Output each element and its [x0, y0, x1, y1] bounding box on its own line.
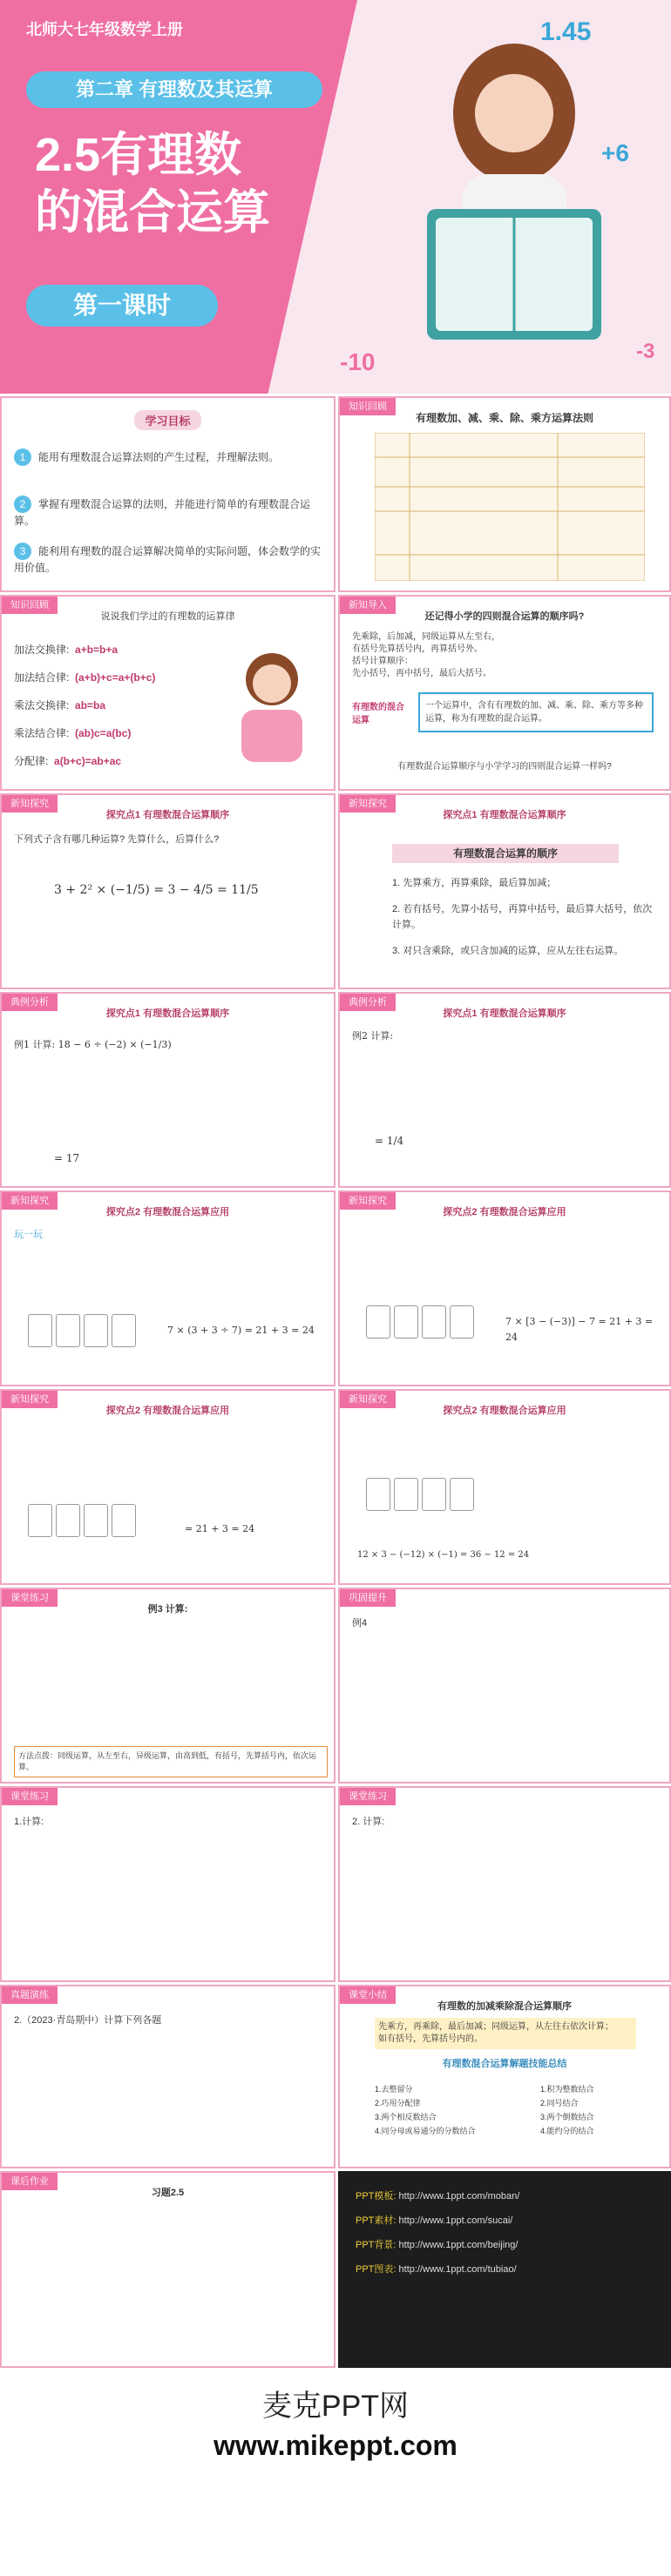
slide-review-laws — [0, 595, 336, 791]
game-result: = 21 + 3 = 24 — [185, 1523, 255, 1534]
slide-title: 探究点1 有理数混合运算顺序 — [443, 810, 566, 820]
cover-slide — [0, 0, 671, 394]
slide-homework — [0, 2171, 336, 2368]
practice-title: 2. 计算: — [352, 1817, 385, 1827]
law-row: 乘法结合律: (ab)c=a(bc) — [14, 727, 132, 739]
example-problem: 例2 计算: — [352, 1030, 394, 1042]
slide-intro — [338, 595, 671, 791]
slide-tag: 新知导入 — [340, 597, 396, 614]
session-badge: 第一课时 — [26, 285, 218, 327]
slide-practice5 — [0, 1985, 336, 2168]
resource-link[interactable]: PPT背景: http://www.1ppt.com/beijing/ — [356, 2240, 518, 2250]
footer-site-url[interactable]: www.mikeppt.com — [214, 2430, 458, 2461]
concept-box: 一个运算中，含有有理数的加、减、乘、除、乘方等多种运算，称为有理数的混合运算。 — [418, 692, 654, 732]
slide-title: 探究点1 有理数混合运算顺序 — [443, 1008, 566, 1019]
girl-reading-illustration — [410, 35, 619, 383]
slide-explore1-rules — [338, 793, 671, 989]
practice-title: 2.（2023·青岛期中）计算下列各题 — [14, 2015, 162, 2026]
slide-tag: 新知探究 — [340, 795, 396, 813]
slide-title: 探究点2 有理数混合运算应用 — [105, 1406, 230, 1416]
slide-summary — [338, 1985, 671, 2168]
slide-title: 说说我们学过的有理数的运算律 — [100, 611, 235, 622]
explore-prompt: 下列式子含有哪几种运算? 先算什么，后算什么? — [14, 834, 220, 845]
playing-cards — [366, 1478, 478, 1515]
game-result: 7 × [3 − (−3)] − 7 = 21 + 3 = 24 — [505, 1316, 654, 1343]
deco-number: 1.45 — [540, 17, 592, 46]
law-title: 有理数混合运算解题技能总结 — [442, 2059, 567, 2069]
rules-table — [375, 433, 645, 581]
rule-item: 1. 先算乘方，再算乘除，最后算加减； — [392, 878, 557, 888]
summary-right-list: 1.积为整数结合 2.同号结合 3.两个倒数结合 4.能约分的结合 — [540, 2085, 594, 2135]
lesson-title-line1: 2.5有理数 — [35, 129, 242, 181]
goal-item: 3 能利用有理数的混合运算解决简单的实际问题，体会数学的实用价值。 — [14, 543, 322, 576]
publisher-label: 北师大七年级数学上册 — [26, 21, 183, 38]
deco-number: -10 — [340, 348, 376, 375]
law-row: 加法结合律: (a+b)+c=a+(b+c) — [14, 671, 156, 684]
slide-title: 有理数加、减、乘、除、乘方运算法则 — [415, 412, 593, 424]
example-problem: 例1 计算: 18 − 6 ÷ (−2) × (−1/3) — [14, 1039, 172, 1050]
slide-tag: 典例分析 — [2, 994, 58, 1011]
example-answer: = 1/4 — [375, 1135, 404, 1147]
slide-example1 — [0, 992, 336, 1188]
rule-item: 3. 对只含乘除，或只含加减的运算，应从左往右运算。 — [392, 946, 624, 956]
links-panel — [338, 2171, 671, 2368]
concept-label: 有理数的混合运算 — [352, 703, 404, 725]
playing-cards — [28, 1504, 139, 1541]
law-row: 乘法交换律: ab=ba — [14, 699, 106, 711]
slide-tag: 新知探究 — [2, 1192, 58, 1210]
slide-title: 还记得小学的四则混合运算的顺序吗? — [424, 611, 585, 622]
slide-goals — [0, 396, 336, 592]
slide-title: 习题2.5 — [151, 2188, 185, 2198]
game-result: 12 × 3 − (−12) × (−1) = 36 − 12 = 24 — [357, 1550, 530, 1560]
slide-example1b — [338, 992, 671, 1188]
slide-tag: 巩固提升 — [340, 1589, 396, 1607]
slide-practice2 — [338, 1588, 671, 1784]
intro-question: 有理数混合运算顺序与小学学习的四则混合运算一样吗? — [397, 762, 612, 772]
goal-item: 1 能用有理数混合运算法则的产生过程，并理解法则。 — [14, 448, 322, 466]
slide-title: 有理数的加减乘除混合运算顺序 — [437, 2001, 572, 2012]
slide-tag: 真题演练 — [2, 1986, 58, 2004]
summary-left-list: 1.去整留分 2.巧用分配律 3.两个相反数结合 4.同分母或易通分的分数结合 — [375, 2085, 476, 2135]
deco-number: -3 — [636, 340, 655, 363]
example-answer: = 17 — [54, 1152, 80, 1164]
resource-link[interactable]: PPT素材: http://www.1ppt.com/sucai/ — [356, 2215, 513, 2226]
slide-title: 探究点1 有理数混合运算顺序 — [105, 1008, 230, 1019]
slide-tag: 新知探究 — [340, 1192, 396, 1210]
rule-item: 2. 若有括号，先算小括号，再算中括号，最后算大括号，依次计算。 — [392, 904, 653, 930]
lesson-title — [35, 126, 270, 241]
slide-review-rules — [338, 396, 671, 592]
slide-tag: 新知探究 — [340, 1391, 396, 1408]
law-row: 加法交换律: a+b=b+a — [14, 644, 119, 656]
slide-tag: 典例分析 — [340, 994, 396, 1011]
slide-tag: 知识回顾 — [2, 597, 58, 614]
practice-title: 1.计算: — [14, 1817, 44, 1827]
slide-tag: 新知探究 — [2, 1391, 58, 1408]
slide-tag: 课堂练习 — [340, 1788, 396, 1805]
slide-explore1 — [0, 793, 336, 989]
intro-text: 先乘除，后加减，同级运算从左至右， 有括号先算括号内，再算括号外。 括号计算顺序： 先小括号，再中括号，最后大括号。 — [352, 632, 500, 678]
slide-tag: 课堂小结 — [340, 1986, 396, 2004]
slide-title: 探究点1 有理数混合运算顺序 — [105, 810, 230, 820]
resource-link[interactable]: PPT图表: http://www.1ppt.com/tubiao/ — [356, 2264, 517, 2275]
slide-title: 探究点2 有理数混合运算应用 — [105, 1207, 230, 1217]
slide-title: 探究点2 有理数混合运算应用 — [443, 1207, 566, 1217]
game-result: 7 × (3 + 3 ÷ 7) = 21 + 3 = 24 — [167, 1325, 315, 1336]
footer-site-name: 麦克PPT网 — [261, 2390, 410, 2423]
slide-tag: 知识回顾 — [340, 398, 396, 415]
lesson-title-line2: 的混合运算 — [35, 186, 270, 239]
slide-explore2c — [0, 1389, 336, 1585]
game-label: 玩一玩 — [14, 1230, 43, 1240]
rule-title: 有理数混合运算的顺序 — [392, 844, 619, 863]
resource-link[interactable]: PPT模板: http://www.1ppt.com/moban/ — [356, 2191, 520, 2202]
slide-tag: 课堂练习 — [2, 1788, 58, 1805]
student-illustration — [220, 640, 324, 779]
law-row: 分配律: a(b+c)=ab+ac — [14, 755, 122, 767]
slide-explore2b — [338, 1190, 671, 1386]
slide-title: 例3 计算: — [147, 1604, 188, 1615]
slide-practice4 — [338, 1786, 671, 1982]
formula: 3 + 2² × (−1/5) = 3 − 4/5 = 11/5 — [54, 883, 259, 897]
slide-practice — [0, 1588, 336, 1784]
slide-tag: 课堂练习 — [2, 1589, 58, 1607]
practice-title: 例4 — [352, 1618, 368, 1629]
slide-explore2 — [0, 1190, 336, 1386]
playing-cards — [28, 1314, 139, 1352]
chapter-badge: 第二章 有理数及其运算 — [26, 71, 322, 108]
deco-number: +6 — [601, 139, 629, 166]
slide-title: 学习目标 — [2, 410, 334, 430]
playing-cards — [366, 1305, 478, 1343]
slide-explore2d — [338, 1389, 671, 1585]
summary-rules: 先乘方，再乘除，最后加减；同级运算，从左往右依次计算； 如有括号，先算括号内的。 — [375, 2018, 636, 2049]
slide-tag: 课后作业 — [2, 2173, 58, 2190]
slide-title: 探究点2 有理数混合运算应用 — [443, 1406, 566, 1416]
method-tip: 方法点拨：同级运算，从左至右，异级运算，由高到低，有括号，先算括号内，依次运算。 — [14, 1746, 328, 1777]
goal-item: 2 掌握有理数混合运算的法则，并能进行简单的有理数混合运算。 — [14, 496, 322, 529]
slide-tag: 新知探究 — [2, 795, 58, 813]
slide-practice3 — [0, 1786, 336, 1982]
